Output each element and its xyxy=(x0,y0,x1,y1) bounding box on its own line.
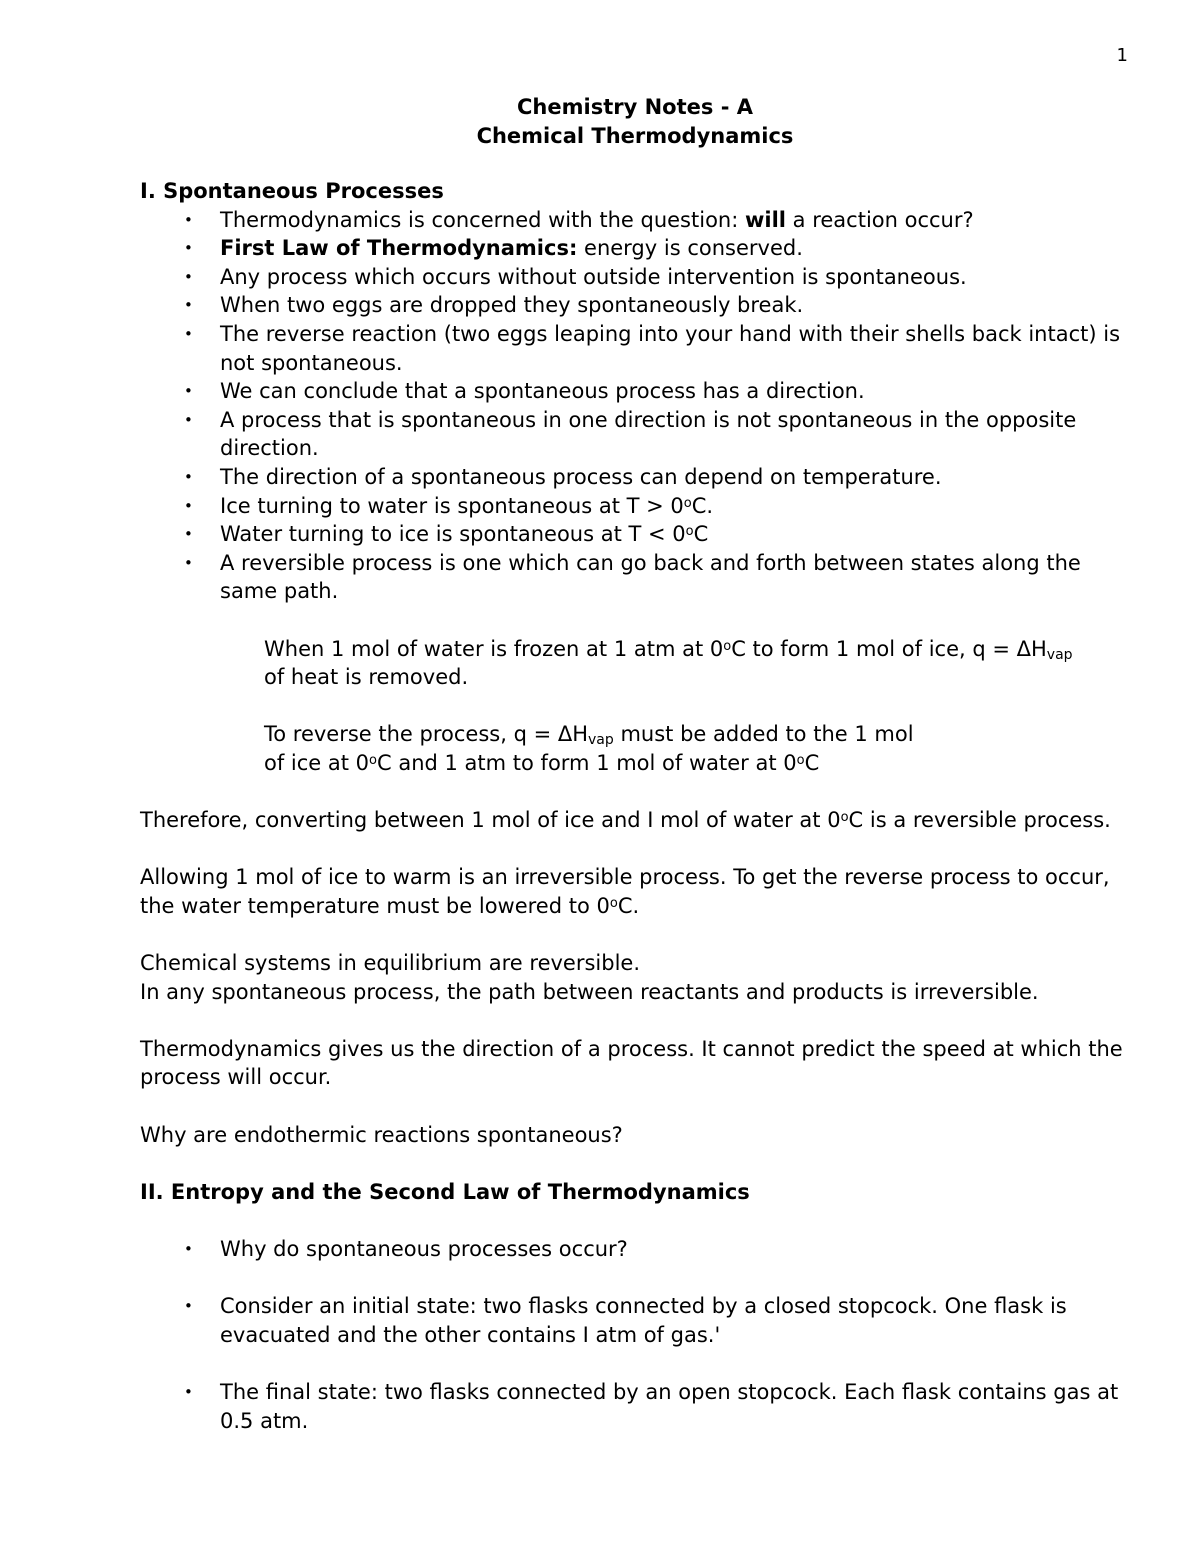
paragraph-text: C is a reversible process. xyxy=(848,808,1111,833)
list-item: • Consider an initial state: two flasks connected by a closed stopcock. One flask is evacuated and the other contains I atm of gas.' xyxy=(140,1292,1130,1349)
list-item: • We can conclude that a spontaneous process has a direction. xyxy=(140,377,1130,406)
title-line-2: Chemical Thermodynamics xyxy=(476,123,794,148)
subscript: vap xyxy=(588,732,614,749)
paragraph-text: C. xyxy=(617,893,640,918)
example-text: of ice at 0 xyxy=(264,750,370,775)
paragraph-allowing xyxy=(140,863,1130,920)
list-item: • A reversible process is one which can go back and forth between states along the same path. xyxy=(140,549,1130,606)
bullet-bold-text: will xyxy=(744,207,786,232)
degree-mark: o xyxy=(796,752,805,768)
degree-mark: o xyxy=(683,495,692,511)
page-number: 1 xyxy=(1116,45,1128,66)
paragraph-thermo-direction: Thermodynamics gives us the direction of a process. It cannot predict the speed at which the process will occur. xyxy=(140,1036,1123,1090)
bullet-text: C xyxy=(693,522,709,547)
title-line-1: Chemistry Notes - A xyxy=(517,95,753,119)
degree-mark: o xyxy=(609,895,618,911)
paragraph-why-endothermic: Why are endothermic reactions spontaneous? xyxy=(140,1122,623,1147)
list-item xyxy=(140,206,1130,235)
section-1-bullet-list xyxy=(140,206,1130,606)
list-item: • The reverse reaction (two eggs leaping into your hand with their shells back intact) is not spontaneous. xyxy=(140,320,1130,377)
degree-mark: o xyxy=(685,524,694,540)
list-item xyxy=(140,492,1130,521)
bullet-text: Water turning to ice is spontaneous at T < 0 xyxy=(220,522,686,547)
example-text: C to form 1 mol of ice, q = ΔH xyxy=(731,636,1047,661)
example-text: When 1 mol of water is frozen at 1 atm at 0 xyxy=(264,636,724,661)
bullet-bold-text: First Law of Thermodynamics: xyxy=(220,236,578,261)
paragraph-chemical-systems: Chemical systems in equilibrium are reversible. xyxy=(140,951,641,976)
degree-mark: o xyxy=(723,638,732,654)
section-2-bullet-list xyxy=(140,1235,1130,1435)
example-text: of heat is removed. xyxy=(264,665,469,690)
reverse-example xyxy=(140,720,1130,777)
list-item: • The direction of a spontaneous process can depend on temperature. xyxy=(140,463,1130,492)
paragraph-therefore xyxy=(140,806,1130,835)
list-item: • Any process which occurs without outside intervention is spontaneous. xyxy=(140,263,1130,292)
section-1-heading: I. Spontaneous Processes xyxy=(140,179,444,203)
list-item: • A process that is spontaneous in one direction is not spontaneous in the opposite direction. xyxy=(140,406,1130,463)
document-title xyxy=(0,93,1200,150)
bullet-text: a reaction occur? xyxy=(785,207,974,232)
paragraph-any-spontaneous: In any spontaneous process, the path between reactants and products is irreversible. xyxy=(140,979,1039,1004)
list-item: • When two eggs are dropped they spontaneously break. xyxy=(140,291,1130,320)
example-text: C xyxy=(804,750,820,775)
degree-mark: o xyxy=(369,752,377,768)
list-item: • Why do spontaneous processes occur? xyxy=(140,1235,1130,1264)
list-item: • The final state: two flasks connected by an open stopcock. Each flask contains gas at 0.5 atm. xyxy=(140,1378,1130,1435)
bullet-text: Thermodynamics is concerned with the question: xyxy=(220,207,745,232)
document-body xyxy=(140,177,1130,1435)
degree-mark: o xyxy=(840,810,849,826)
bullet-text: Ice turning to water is spontaneous at T > 0 xyxy=(220,493,684,518)
list-item xyxy=(140,520,1130,549)
section-2-heading: II. Entropy and the Second Law of Thermodynamics xyxy=(140,1179,750,1204)
bullet-text: energy is conserved. xyxy=(577,236,803,261)
paragraph-text: Allowing 1 mol of ice to warm is an irreversible process. To get the reverse process to occur, the water temperature must be lowered to 0 xyxy=(140,865,1110,918)
example-text: To reverse the process, q = ΔH xyxy=(264,722,589,747)
paragraph-text: Therefore, converting between 1 mol of ice and I mol of water at 0 xyxy=(140,808,841,833)
example-text: must be added to the 1 mol xyxy=(613,722,914,747)
bullet-text: C. xyxy=(691,493,714,518)
freezing-example xyxy=(140,635,1130,692)
subscript: vap xyxy=(1046,646,1073,663)
example-text: C and 1 atm to form 1 mol of water at 0 xyxy=(377,750,797,775)
list-item xyxy=(140,234,1130,263)
